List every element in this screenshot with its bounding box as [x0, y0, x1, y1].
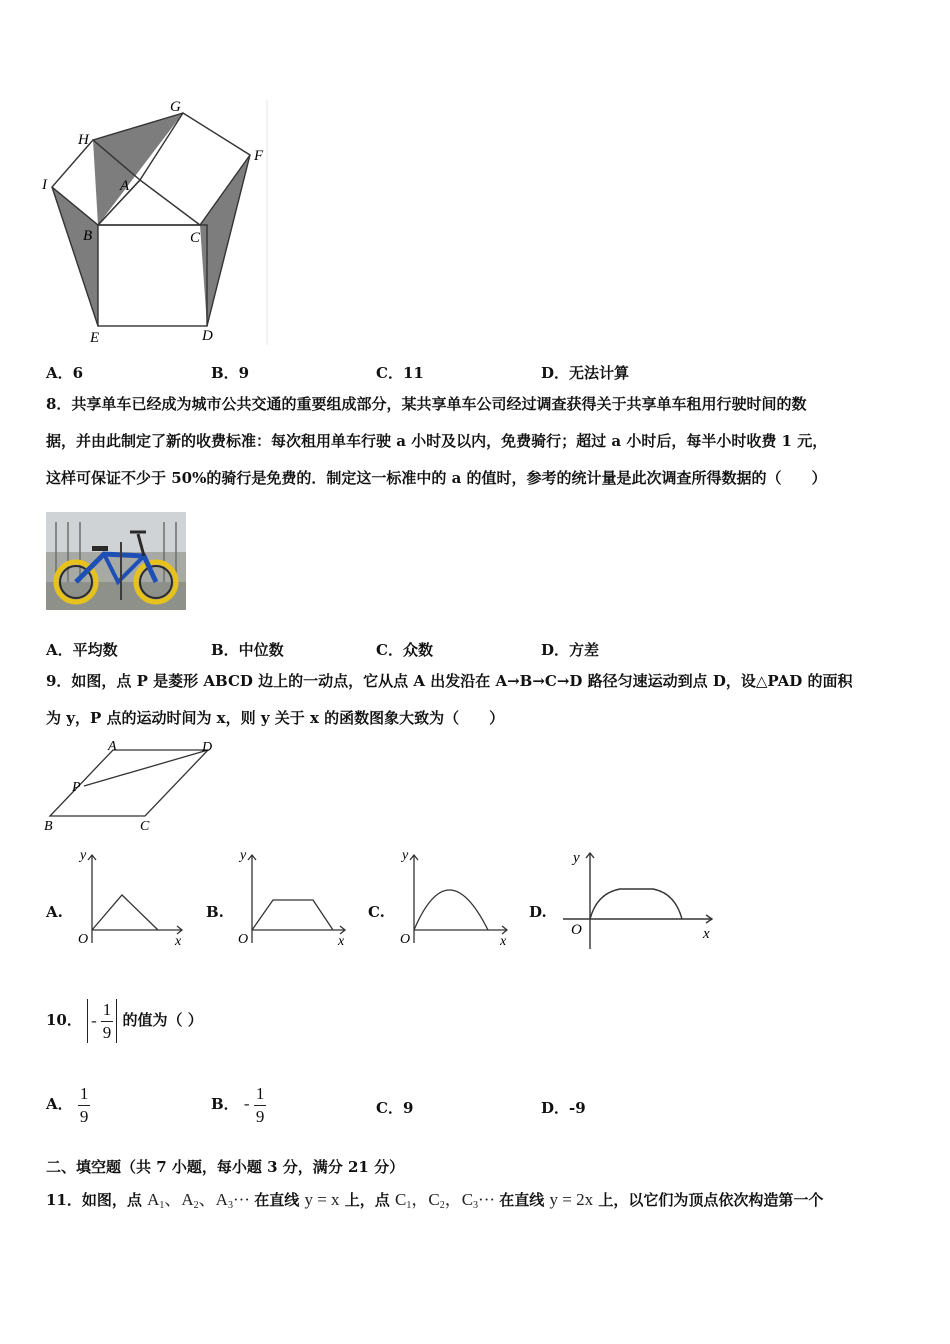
subscript: 1 — [406, 1200, 412, 1211]
subscript: 2 — [193, 1200, 199, 1211]
q11-mid-3: 在直线 — [499, 1191, 545, 1209]
q11-line-2: y = 2x — [549, 1190, 594, 1209]
origin-label: O — [78, 932, 89, 947]
label-b: B — [83, 228, 93, 244]
q9-graph-d — [555, 845, 720, 953]
axis-y-label: y — [402, 848, 409, 863]
label-c: C — [140, 819, 150, 834]
q10-fraction — [101, 1001, 114, 1042]
separator: ， — [444, 1190, 462, 1209]
q11-line-1: y = x — [304, 1190, 340, 1209]
label-h: H — [78, 132, 89, 148]
q10-option-c: C．9 — [376, 1099, 414, 1117]
separator: 、 — [198, 1190, 216, 1209]
q10-option-a-fraction — [78, 1085, 91, 1126]
q10-option-b-fraction — [254, 1085, 267, 1126]
q10-option-b-sign: - — [243, 1094, 254, 1113]
q11-question — [46, 1180, 823, 1226]
section-2-heading: 二、填空题（共 7 小题，每小题 3 分，满分 21 分） — [46, 1158, 405, 1176]
q10-absolute-value — [87, 999, 117, 1043]
numerator: 1 — [78, 1085, 91, 1106]
label-p: P — [72, 780, 81, 795]
axis-x-label: x — [500, 934, 507, 949]
label-a: A — [108, 739, 117, 754]
q9-graph-c — [392, 845, 517, 950]
q10-tail: 的值为（ ） — [122, 1011, 203, 1029]
q8-line-3: 这样可保证不少于 50%的骑行是免费的．制定这一标准中的 a 的值时，参考的统计量是此次调查所得数据的（ ） — [46, 469, 827, 487]
q10-sign: - — [91, 1011, 97, 1030]
label-d: D — [202, 740, 213, 755]
point-a: A — [147, 1190, 160, 1209]
q10-option-d: D．-9 — [541, 1099, 586, 1117]
subscript: 2 — [439, 1200, 445, 1211]
q10-option-b-label: B． — [211, 1095, 239, 1113]
q8-option-b: B．中位数 — [211, 641, 284, 659]
label-b: B — [44, 819, 53, 834]
q10-denominator: 9 — [102, 1022, 112, 1042]
shaded-triangle-hag — [93, 113, 183, 225]
q8-option-a: A．平均数 — [46, 641, 118, 659]
q10-option-a — [46, 1072, 90, 1136]
q9-question-text — [46, 663, 906, 737]
q7-option-b: B．9 — [211, 364, 250, 382]
subscript: 3 — [473, 1200, 479, 1211]
origin-label: O — [571, 922, 582, 938]
point-c: C — [395, 1190, 407, 1209]
q7-geometry-figure — [40, 95, 275, 350]
axis-x-label: x — [175, 934, 182, 949]
subscript: 1 — [159, 1200, 165, 1211]
bicycle-photo — [46, 512, 186, 610]
q11-mid-1: 在直线 — [254, 1191, 300, 1209]
label-i: I — [42, 177, 47, 193]
q10-numerator: 1 — [101, 1001, 114, 1022]
ellipsis: ··· — [232, 1190, 250, 1209]
label-d: D — [202, 328, 213, 344]
separator: ， — [411, 1190, 429, 1209]
denominator: 9 — [79, 1106, 89, 1126]
q9-graph-b — [230, 845, 355, 950]
point-c: C — [428, 1190, 440, 1209]
q7-option-c: C．11 — [376, 364, 424, 382]
q8-question-text — [46, 386, 906, 497]
label-g: G — [170, 99, 181, 115]
point-a: A — [181, 1190, 194, 1209]
q10-option-b — [211, 1072, 266, 1136]
rhombus-figure — [40, 738, 230, 836]
q9-option-a-label: A. — [46, 903, 63, 921]
q7-option-d: D．无法计算 — [541, 364, 630, 382]
q9-graph-a — [70, 845, 190, 950]
axis-y-label: y — [80, 848, 87, 863]
numerator: 1 — [254, 1085, 267, 1106]
denominator: 9 — [255, 1106, 265, 1126]
subscript: 3 — [227, 1200, 233, 1211]
q11-suffix: 上，以它们为顶点依次构造第一个 — [598, 1191, 824, 1209]
q10-question — [46, 988, 203, 1052]
axis-y-label: y — [240, 848, 247, 863]
point-a: A — [215, 1190, 228, 1209]
point-c: C — [461, 1190, 474, 1209]
label-a: A — [120, 178, 130, 194]
q9-option-b-label: B. — [206, 903, 224, 921]
axis-y-label: y — [573, 850, 580, 866]
q11-c-points — [395, 1190, 499, 1209]
q8-option-c: C．众数 — [376, 641, 433, 659]
separator: 、 — [164, 1190, 182, 1209]
q7-option-a: A．6 — [46, 364, 84, 382]
q9-option-c-label: C. — [368, 903, 385, 921]
q8-option-d: D．方差 — [541, 641, 600, 659]
q8-line-2: 据，并由此制定了新的收费标准：每次租用单车行驶 a 小时及以内，免费骑行；超过 a 小时后，每半小时收费 1 元， — [46, 432, 828, 450]
origin-label: O — [400, 932, 411, 947]
ellipsis: ··· — [478, 1190, 496, 1209]
q9-line-2: 为 y，P 点的运动时间为 x，则 y 关于 x 的函数图象大致为（ ） — [46, 709, 505, 727]
axis-x-label: x — [338, 934, 345, 949]
q8-line-1: 8．共享单车已经成为城市公共交通的重要组成部分，某共享单车公司经过调查获得关于共享单车租用行驶时间的数 — [46, 395, 807, 413]
q11-a-points — [147, 1190, 254, 1209]
label-c: C — [190, 230, 201, 246]
q9-option-d-label: D. — [529, 903, 547, 921]
q11-mid-2: 上，点 — [344, 1191, 390, 1209]
q11-prefix: 11．如图，点 — [46, 1191, 142, 1209]
q9-line-1: 9．如图，点 P 是菱形 ABCD 边上的一动点，它从点 A 出发沿在 A→B→C→D 路径匀速运动到点 D，设△PAD 的面积 — [46, 672, 853, 690]
q10-number: 10． — [46, 1011, 82, 1029]
q10-option-a-label: A． — [46, 1095, 73, 1113]
origin-label: O — [238, 932, 249, 947]
axis-x-label: x — [703, 926, 710, 942]
label-e: E — [90, 330, 100, 346]
label-f: F — [254, 148, 264, 164]
